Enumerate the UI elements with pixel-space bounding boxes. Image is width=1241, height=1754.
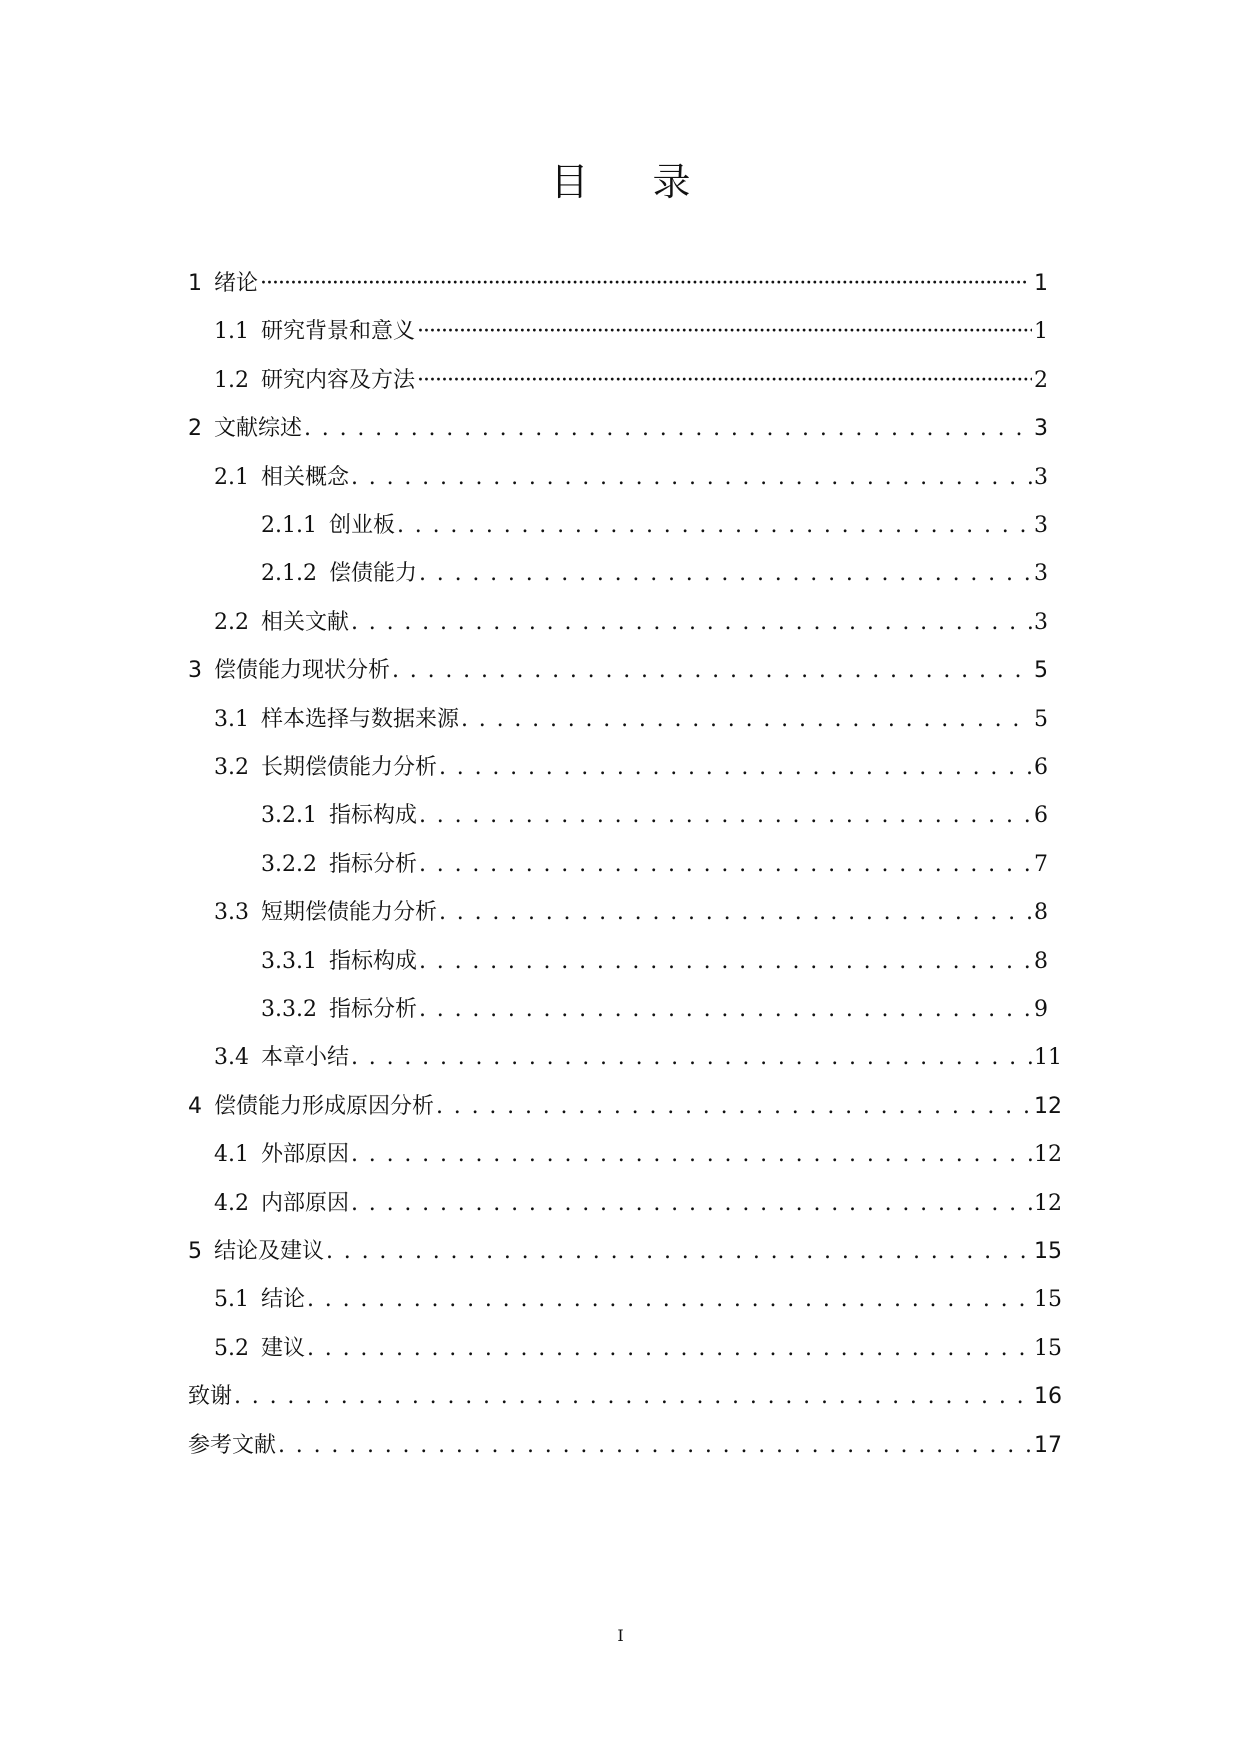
toc-entry-page: 2 (1034, 367, 1048, 393)
toc-entry-number: 3.3.2 (261, 997, 317, 1022)
toc-entry-page: 3 (1034, 513, 1048, 538)
toc-entry[interactable] (214, 1188, 1062, 1220)
toc-dot-leader (326, 1236, 1032, 1268)
toc-entry[interactable] (214, 1139, 1062, 1171)
toc-entry-number: 3.3 (214, 900, 249, 926)
toc-entry-number: 3.2.1 (261, 803, 317, 829)
toc-entry[interactable] (188, 1381, 1062, 1413)
toc-dot-leader (307, 1333, 1032, 1365)
toc-entry[interactable] (261, 994, 1048, 1026)
toc-dot-leader (439, 897, 1032, 929)
toc-entry-number: 2.1.1 (261, 513, 317, 538)
toc-entry-label: 指标分析 (328, 851, 417, 877)
toc-entry-page: 6 (1034, 755, 1048, 780)
toc-entry-page: 1 (1034, 271, 1048, 296)
toc-entry-number: 4 (188, 1093, 202, 1119)
toc-dot-leader (439, 752, 1032, 784)
toc-entry-number: 5 (188, 1239, 202, 1264)
toc-entry-number: 5.2 (214, 1335, 249, 1361)
toc-entry-label: 偿债能力现状分析 (214, 658, 391, 684)
toc-entry-label: 文献综述 (214, 416, 303, 442)
toc-entry-number: 3 (188, 658, 202, 684)
toc-entry[interactable] (188, 268, 1048, 300)
toc-dot-leader (417, 316, 1032, 348)
toc-dot-leader (260, 268, 1032, 300)
toc-entry-page: 12 (1034, 1190, 1062, 1216)
toc-entry[interactable] (214, 1042, 1062, 1074)
toc-entry-number: 4.1 (214, 1142, 249, 1168)
toc-entry[interactable] (188, 655, 1048, 687)
toc-entry-page: 17 (1034, 1432, 1062, 1458)
toc-entry-label: 研究内容及方法 (261, 367, 416, 393)
toc-entry-label: 参考文献 (188, 1432, 277, 1458)
toc-entry-number: 2 (188, 416, 202, 442)
toc-entry-label: 创业板 (328, 513, 395, 538)
toc-entry-page: 8 (1034, 900, 1048, 926)
toc-entry-number: 1.2 (214, 367, 249, 393)
toc-entry[interactable] (261, 510, 1048, 542)
toc-dot-leader (419, 946, 1032, 978)
toc-entry-label: 指标分析 (328, 997, 417, 1022)
toc-entry-page: 15 (1034, 1239, 1062, 1264)
toc-dot-leader (307, 1284, 1032, 1316)
toc-entry-number: 3.2.2 (261, 851, 317, 877)
toc-dot-leader (351, 607, 1032, 639)
toc-entry-page: 3 (1034, 609, 1048, 635)
toc-entry-page: 5 (1034, 658, 1048, 684)
toc-entry-page: 11 (1034, 1045, 1062, 1071)
toc-entry-number: 5.1 (214, 1287, 249, 1313)
toc-entry-label: 指标构成 (328, 948, 417, 974)
toc-entry-label: 结论 (261, 1287, 306, 1313)
toc-dot-leader (419, 994, 1032, 1026)
page-title: 目 录 (550, 160, 717, 204)
toc-entry-page: 15 (1034, 1287, 1062, 1313)
toc-entry-label: 短期偿债能力分析 (261, 900, 438, 926)
toc-entry-page: 16 (1033, 1384, 1062, 1410)
toc-entry[interactable] (214, 752, 1048, 784)
toc-entry-label: 长期偿债能力分析 (261, 755, 438, 780)
page-number: I (617, 1626, 624, 1645)
toc-dot-leader (419, 849, 1032, 881)
toc-entry-number: 1 (188, 271, 202, 296)
toc-entry-page: 7 (1034, 851, 1048, 877)
toc-entry[interactable] (214, 316, 1048, 348)
toc-entry-label: 偿债能力 (328, 561, 417, 587)
toc-entry-page: 9 (1034, 997, 1048, 1022)
toc-dot-leader (419, 558, 1032, 590)
toc-dot-leader (392, 655, 1032, 687)
toc-entry-number: 3.4 (214, 1045, 249, 1071)
toc-dot-leader (278, 1430, 1032, 1462)
toc-entry-page: 5 (1034, 706, 1048, 732)
toc-entry-number: 2.1 (214, 464, 249, 490)
toc-entry-label: 研究背景和意义 (261, 319, 416, 345)
toc-entry-label: 建议 (261, 1335, 306, 1361)
toc-entry[interactable] (214, 897, 1048, 929)
toc-entry[interactable] (188, 413, 1048, 445)
toc-entry-number: 3.3.1 (261, 948, 317, 974)
toc-entry-page: 3 (1034, 561, 1048, 587)
toc-entry[interactable] (214, 1333, 1062, 1365)
toc-dot-leader (351, 1042, 1032, 1074)
toc-entry-label: 致谢 (188, 1384, 233, 1410)
toc-dot-leader (461, 704, 1032, 736)
toc-entry[interactable] (214, 462, 1048, 494)
toc-entry-label: 偿债能力形成原因分析 (214, 1093, 435, 1119)
toc-entry-label: 绪论 (214, 271, 259, 296)
toc-dot-leader (351, 1188, 1032, 1220)
toc-entry-page: 12 (1034, 1142, 1062, 1168)
toc-entry-label: 本章小结 (261, 1045, 350, 1071)
toc-entry-label: 样本选择与数据来源 (261, 706, 460, 732)
toc-dot-leader (234, 1381, 1032, 1413)
toc-dot-leader (419, 800, 1032, 832)
toc-entry[interactable] (188, 1430, 1062, 1462)
toc-entry-page: 15 (1034, 1335, 1062, 1361)
toc-dot-leader (436, 1091, 1032, 1123)
toc-entry-label: 外部原因 (261, 1142, 350, 1168)
toc-entry[interactable] (214, 704, 1048, 736)
toc-entry-number: 3.1 (214, 706, 249, 732)
toc-entry-number: 4.2 (214, 1190, 249, 1216)
toc-dot-leader (351, 462, 1032, 494)
toc-entry[interactable] (188, 1091, 1062, 1123)
toc-entry[interactable] (261, 558, 1048, 590)
toc-entry-label: 内部原因 (261, 1190, 350, 1216)
toc-entry-label: 指标构成 (328, 803, 417, 829)
toc-entry-page: 3 (1034, 464, 1048, 490)
toc-entry-page: 8 (1034, 948, 1048, 974)
toc-entry-number: 1.1 (214, 319, 249, 345)
toc-entry-number: 2.1.2 (261, 561, 317, 587)
toc-entry[interactable] (261, 800, 1048, 832)
toc-entry-label: 相关概念 (261, 464, 350, 490)
toc-dot-leader (417, 365, 1032, 397)
toc-entry-page: 6 (1034, 803, 1048, 829)
toc-entry[interactable] (214, 365, 1048, 397)
toc-entry-number: 3.2 (214, 755, 249, 780)
toc-entry[interactable] (214, 1284, 1062, 1316)
toc-entry[interactable] (188, 1236, 1062, 1268)
toc-entry-number: 2.2 (214, 609, 249, 635)
toc-entry[interactable] (214, 607, 1048, 639)
toc-dot-leader (397, 510, 1032, 542)
toc-entry[interactable] (261, 849, 1048, 881)
toc-dot-leader (304, 413, 1032, 445)
toc-entry-label: 相关文献 (261, 609, 350, 635)
toc-entry-page: 12 (1034, 1093, 1062, 1119)
toc-dot-leader (351, 1139, 1032, 1171)
toc-entry-page: 1 (1034, 319, 1048, 345)
toc-entry[interactable] (261, 946, 1048, 978)
toc-entry-page: 3 (1034, 416, 1048, 442)
toc-entry-label: 结论及建议 (214, 1239, 325, 1264)
